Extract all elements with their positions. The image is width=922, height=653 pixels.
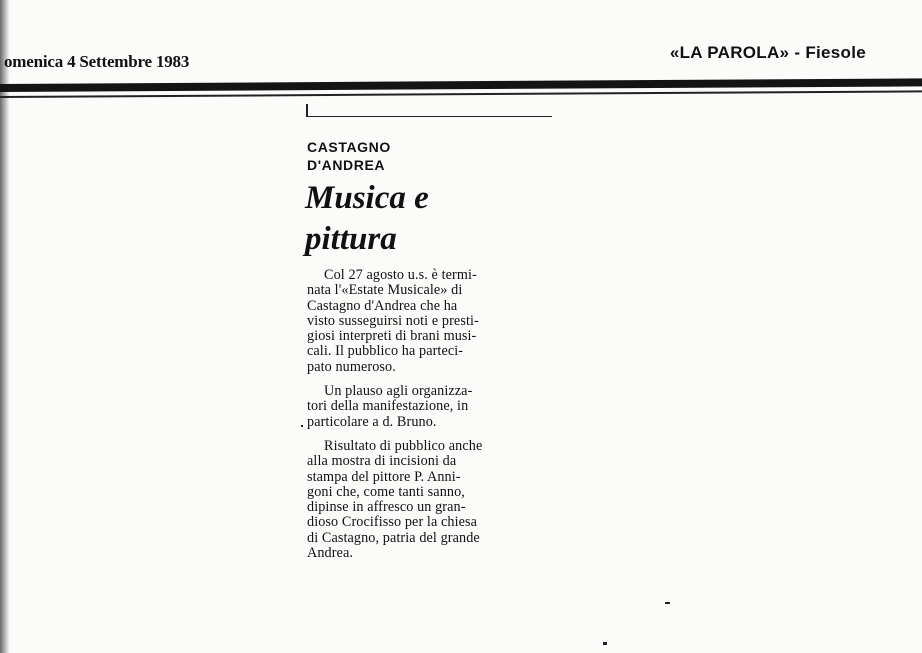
print-speck: [603, 642, 607, 645]
print-speck: [665, 602, 670, 604]
headline-line: pittura: [305, 221, 397, 257]
text-line: Castagno d'Andrea che ha: [307, 297, 458, 314]
header-rule-thin: [0, 90, 922, 98]
text-line: nata l'«Estate Musicale» di: [307, 282, 463, 299]
print-speck: [301, 425, 303, 427]
text-line: Risultato di pubblico anche: [324, 437, 483, 454]
text-line: stampa del pittore P. Anni-: [307, 468, 461, 485]
text-line: cali. Il pubblico ha parteci-: [307, 343, 464, 360]
text-line: dioso Crocifisso per la chiesa: [307, 514, 478, 531]
text-line: alla mostra di incisioni da: [307, 453, 457, 470]
text-line: pato numeroso.: [307, 358, 396, 375]
headline-line: Musica e: [305, 180, 429, 216]
text-line: Un plauso agli organizza-: [324, 383, 473, 400]
column-top-rule: [306, 116, 552, 117]
paragraph: [307, 439, 539, 561]
text-line: goni che, come tanti sanno,: [307, 483, 465, 500]
text-line: visto susseguirsi noti e presti-: [307, 312, 479, 329]
article-kicker: [307, 138, 487, 174]
kicker-line: CASTAGNO: [307, 139, 391, 155]
column-corner-mark: [306, 104, 308, 116]
issue-date: omenica 4 Settembre 1983: [4, 52, 190, 71]
article-body: [307, 268, 539, 570]
publication-name: «LA PAROLA» - Fiesole: [669, 43, 866, 62]
paragraph: [307, 268, 539, 375]
text-line: Col 27 agosto u.s. è termi-: [324, 267, 477, 283]
kicker-line: D'ANDREA: [307, 157, 386, 173]
text-line: giosi interpreti di brani musi-: [307, 328, 477, 345]
text-line: particolare a d. Bruno.: [307, 413, 437, 430]
text-line: dipinse in affresco un gran-: [307, 499, 466, 516]
header-rule-thick: [0, 78, 922, 92]
paragraph: [307, 384, 539, 430]
text-line: Andrea.: [307, 545, 353, 562]
text-line: di Castagno, patria del grande: [307, 529, 480, 546]
article-headline: [305, 178, 545, 260]
text-line: tori della manifestazione, in: [307, 398, 469, 415]
